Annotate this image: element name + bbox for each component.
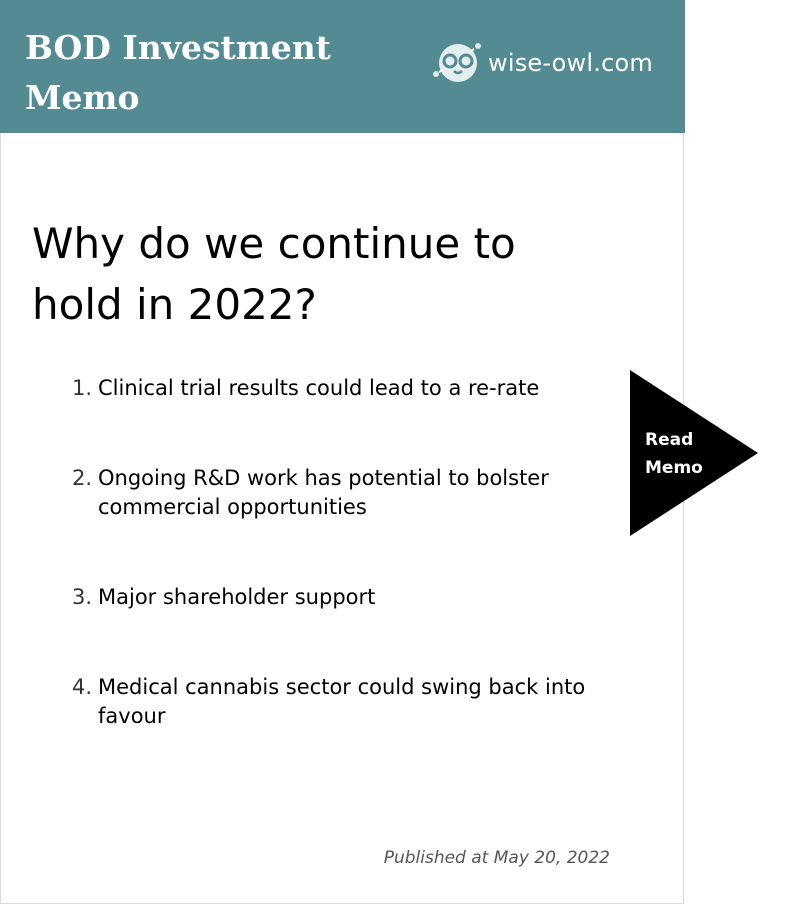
list-item-text: Ongoing R&D work has potential to bolster commercial opportunities <box>98 466 549 519</box>
page-title: Why do we continue to hold in 2022? <box>32 219 516 329</box>
list-item <box>72 583 612 612</box>
list-item-number: 2. <box>72 466 93 490</box>
list-item-text: Major shareholder support <box>98 585 376 609</box>
list-item <box>72 464 612 522</box>
header-title-line1: BOD Investment <box>25 28 331 67</box>
list-item-number: 4. <box>72 675 93 699</box>
list-item-text: Clinical trial results could lead to a re-rate <box>98 376 540 400</box>
logo-text: wise-owl.com <box>488 49 653 77</box>
owl-icon <box>432 40 484 86</box>
list-item <box>72 374 612 403</box>
list-item-number: 3. <box>72 585 93 609</box>
list-item-text: Medical cannabis sector could swing back into favour <box>98 675 586 728</box>
published-date: Published at May 20, 2022 <box>383 848 610 868</box>
header-title-line2: Memo <box>25 78 140 117</box>
list-item <box>72 673 612 731</box>
header-title <box>25 23 345 123</box>
wise-owl-logo[interactable] <box>432 40 653 86</box>
read-memo-label-line2: Memo <box>645 458 703 478</box>
header-banner <box>0 0 685 133</box>
read-memo-button[interactable] <box>630 370 758 536</box>
list-item-number: 1. <box>72 376 93 400</box>
read-memo-label <box>645 426 715 482</box>
read-memo-label-line1: Read <box>645 430 694 450</box>
